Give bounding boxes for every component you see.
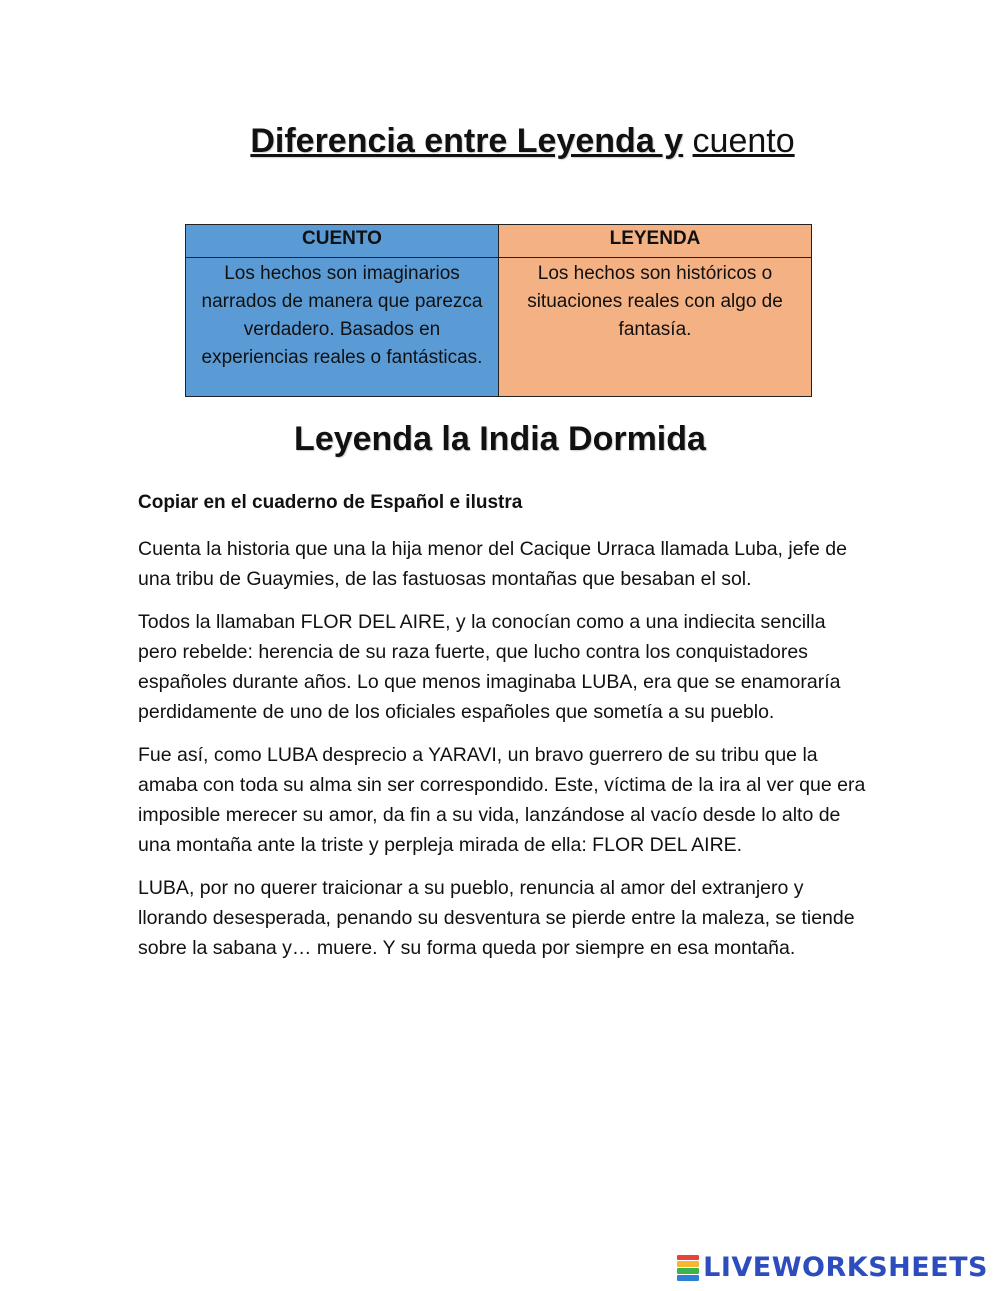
table-row [186,258,812,397]
legend-text [138,488,868,976]
page-title-bold: Diferencia entre Leyenda y [250,122,684,160]
page-title-normal: cuento [692,122,795,160]
legend-title: Leyenda la India Dormida [294,420,706,458]
comparison-table [185,224,812,397]
page-title [0,118,1000,164]
liveworksheets-logo-icon [677,1255,699,1281]
paragraph: Fue así, como LUBA desprecio a YARAVI, un bravo guerrero de su tribu que la amaba con toda su alma sin ser correspondido. Este, víctima de la ira al ver que era imposible merecer su amor, da fin a su vida, lanzándose al vacío desde lo alto de una montaña ante la triste y perpleja mirada de ella: FLOR DEL AIRE. [138,744,866,856]
header-leyenda: LEYENDA [499,225,812,258]
brand-name: LIVEWORKSHEETS [703,1252,988,1283]
paragraph: Todos la llamaban FLOR DEL AIRE, y la conocían como a una indiecita sencilla pero rebelde: herencia de su raza fuerte, que lucho contra los conquistadores españoles durante años. Lo que menos imaginaba LUBA, era que se enamoraría perdidamente de uno de los oficiales españoles que sometía a su pueblo. [138,611,841,723]
paragraph: LUBA, por no querer traicionar a su pueblo, renuncia al amor del extranjero y llorando desesperada, penando su desventura se pierde entre la maleza, se tiende sobre la sabana y… muere. Y su forma queda por siempre en esa montaña. [138,877,855,959]
paragraph: Cuenta la historia que una la hija menor del Cacique Urraca llamada Luba, jefe de una tribu de Guaymies, de las fastuosas montañas que besaban el sol. [138,538,847,590]
liveworksheets-brand[interactable] [677,1252,988,1283]
cell-leyenda: Los hechos son históricos o situaciones reales con algo de fantasía. [499,258,812,397]
cell-cuento: Los hechos son imaginarios narrados de manera que parezca verdadero. Basados en experiencias reales o fantásticas. [186,258,499,397]
instruction-text: Copiar en el cuaderno de Español e ilustra [138,492,523,513]
table-header-row [186,225,812,258]
header-cuento: CUENTO [186,225,499,258]
